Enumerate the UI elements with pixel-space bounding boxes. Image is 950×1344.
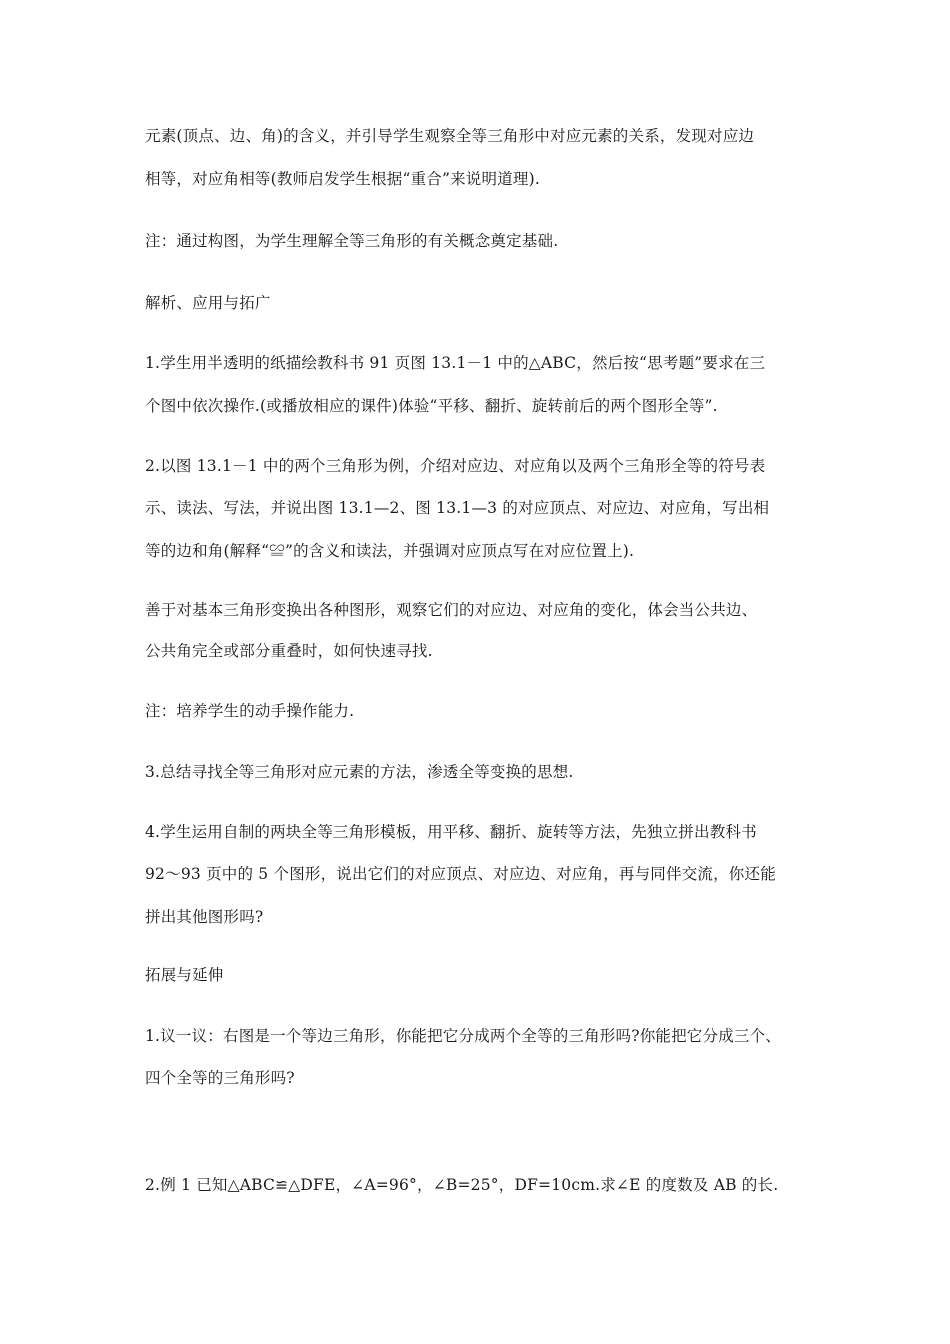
- text-line: 4.学生运用自制的两块全等三角形模板，用平移、翻折、旋转等方法，先独立拼出教科书: [145, 823, 757, 841]
- text-line: 1.议一议：右图是一个等边三角形，你能把它分成两个全等的三角形吗?你能把它分成三个、: [145, 1027, 782, 1045]
- text-line: 示、读法、写法，并说出图 13.1—2、图 13.1—3 的对应顶点、对应边、对应角，写出相: [145, 499, 770, 517]
- text-line: 公共角完全或部分重叠时，如何快速寻找.: [145, 642, 433, 660]
- section-heading: 拓展与延伸: [145, 966, 224, 984]
- text-line: 1.学生用半透明的纸描绘教科书 91 页图 13.1－1 中的△ABC，然后按“思考题”要求在三: [145, 354, 766, 372]
- text-line: 元素(顶点、边、角)的含义，并引导学生观察全等三角形中对应元素的关系，发现对应边: [145, 127, 755, 145]
- text-line: 个图中依次操作.(或播放相应的课件)体验“平移、翻折、旋转前后的两个图形全等”.: [145, 397, 718, 415]
- text-line: 善于对基本三角形变换出各种图形，观察它们的对应边、对应角的变化，体会当公共边、: [145, 601, 758, 619]
- section-heading: 解析、应用与拓广: [145, 294, 271, 312]
- note-line: 注：培养学生的动手操作能力.: [145, 702, 355, 720]
- text-line: 四个全等的三角形吗?: [145, 1069, 295, 1087]
- text-line: 拼出其他图形吗?: [145, 908, 264, 926]
- example-line: 2.例 1 已知△ABC≌△DFE，∠A=96°，∠B=25°，DF=10cm.求∠E 的度数及 AB 的长.: [145, 1176, 779, 1194]
- text-line: 3.总结寻找全等三角形对应元素的方法，渗透全等变换的思想.: [145, 763, 574, 781]
- note-line: 注：通过构图，为学生理解全等三角形的有关概念奠定基础.: [145, 232, 559, 250]
- text-line: 等的边和角(解释“≌”的含义和读法，并强调对应顶点写在对应位置上).: [145, 542, 635, 560]
- text-line: 2.以图 13.1－1 中的两个三角形为例，介绍对应边、对应角以及两个三角形全等的符号表: [145, 457, 766, 475]
- text-line: 相等，对应角相等(教师启发学生根据“重合”来说明道理).: [145, 170, 540, 188]
- text-line: 92～93 页中的 5 个图形，说出它们的对应顶点、对应边、对应角，再与同伴交流，你还能: [145, 865, 776, 883]
